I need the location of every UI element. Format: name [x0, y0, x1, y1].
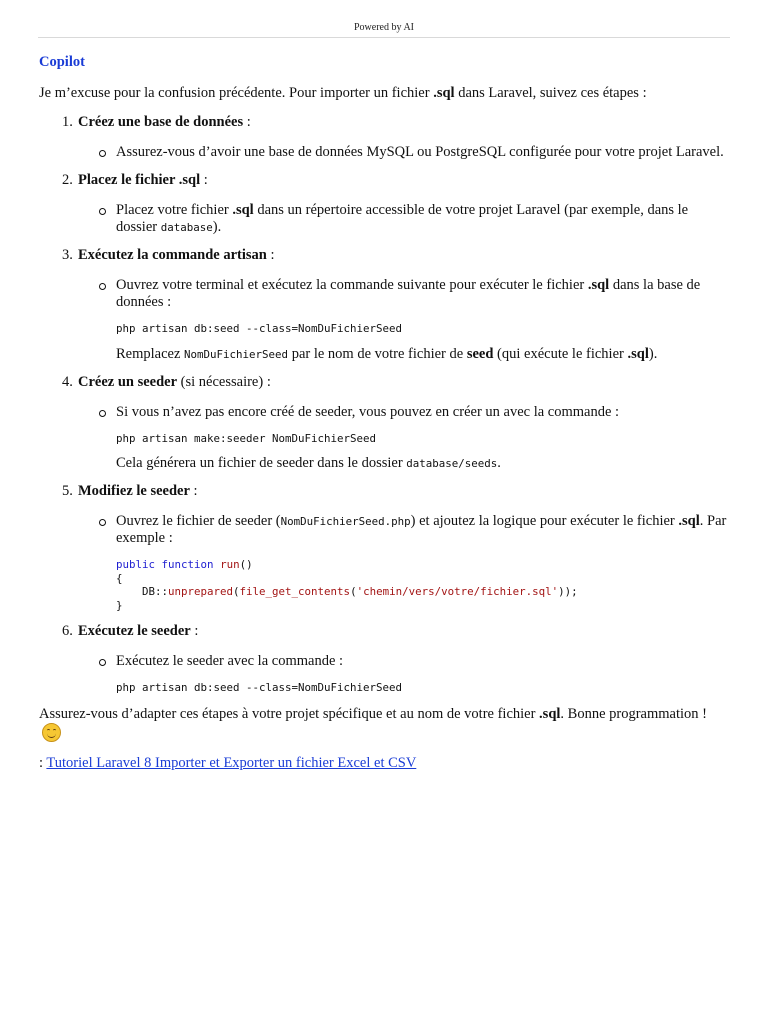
step-6 [39, 622, 731, 695]
closing-paragraph: Assurez-vous d’adapter ces étapes à votre projet spécifique et au nom de votre fichier .sql. Bonne programmation ! [39, 705, 731, 744]
step-heading: 6. Exécutez le seeder : [62, 623, 199, 639]
code-block[interactable]: php artisan make:seeder NomDuFichierSeed [116, 431, 377, 445]
explanation-text: Cela générera un fichier de seeder dans le dossier database/seeds. [116, 455, 501, 471]
intro-paragraph: Je m’excuse pour la confusion précédente. Pour importer un fichier .sql dans Laravel, suivez ces étapes : [39, 85, 647, 101]
code-block[interactable]: php artisan db:seed --class=NomDuFichierSeed [116, 681, 403, 694]
list-item: Ouvrez votre terminal et exécutez la commande suivante pour exécuter le fichier .sql dans la base de données : php artisan db:seed --class=NomDuFichierSeed Remplacez NomDuFichierSeed par le nom de votre fichier de seed (qui exécute le fichier .sql). [93, 277, 731, 363]
reference-line: : Tutoriel Laravel 8 Importer et Exporter un fichier Excel et CSV [39, 754, 417, 771]
step-sublist [39, 513, 731, 612]
step-sublist [39, 144, 731, 161]
step-4 [39, 373, 731, 473]
circle-bullet-icon [99, 150, 106, 157]
step-5 [39, 482, 731, 612]
step-heading: 4. Créez un seeder (si nécessaire) : [62, 373, 271, 390]
step-heading: 2. Placez le fichier .sql : [62, 172, 208, 188]
chat-response [39, 52, 731, 772]
list-item: Ouvrez le fichier de seeder (NomDuFichierSeed.php) et ajoutez la logique pour exécuter le fichier .sql. Par exemple : public function run() { DB::unprepared(file_get_contents('chemin/vers/votre/fichier.sql')); } [93, 513, 731, 612]
circle-bullet-icon [99, 410, 106, 417]
step-2 [39, 171, 731, 236]
list-item: Exécutez le seeder avec la commande : php artisan db:seed --class=NomDuFichierSeed [93, 653, 731, 695]
step-sublist [39, 202, 731, 236]
circle-bullet-icon [99, 519, 106, 526]
powered-by-text: Powered by AI [354, 22, 414, 33]
step-heading: 1. Créez une base de données : [62, 114, 251, 130]
circle-bullet-icon [99, 283, 106, 290]
circle-bullet-icon [99, 659, 106, 666]
step-sublist [39, 653, 731, 695]
circle-bullet-icon [99, 208, 106, 215]
step-heading: 3. Exécutez la commande artisan : [62, 247, 275, 263]
step-sublist [39, 277, 731, 363]
page-header [38, 22, 730, 38]
list-item: Placez votre fichier .sql dans un répertoire accessible de votre projet Laravel (par exemple, dans le dossier database). [93, 202, 731, 236]
steps-list [39, 113, 731, 695]
step-heading: 5. Modifiez le seeder : [62, 483, 198, 499]
list-item: Si vous n’avez pas encore créé de seeder, vous pouvez en créer un avec la commande : php artisan make:seeder NomDuFichierSeed Cela générera un fichier de seeder dans le dossier database/seeds. [93, 404, 731, 473]
code-block[interactable]: php artisan db:seed --class=NomDuFichierSeed [116, 322, 403, 335]
smiling-face-icon [42, 723, 61, 742]
step-3 [39, 246, 731, 363]
step-sublist [39, 404, 731, 473]
speaker-name: Copilot [39, 54, 85, 70]
php-code-block[interactable]: public function run() { DB::unprepared(file_get_contents('chemin/vers/votre/fichier.sql')); } [116, 558, 578, 612]
step-1 [39, 113, 731, 161]
explanation-text: Remplacez NomDuFichierSeed par le nom de votre fichier de seed (qui exécute le fichier .sql). [116, 345, 658, 362]
tutorial-link[interactable]: Tutoriel Laravel 8 Importer et Exporter un fichier Excel et CSV [46, 754, 417, 771]
list-item: Assurez-vous d’avoir une base de données MySQL ou PostgreSQL configurée pour votre projet Laravel. [93, 144, 731, 161]
